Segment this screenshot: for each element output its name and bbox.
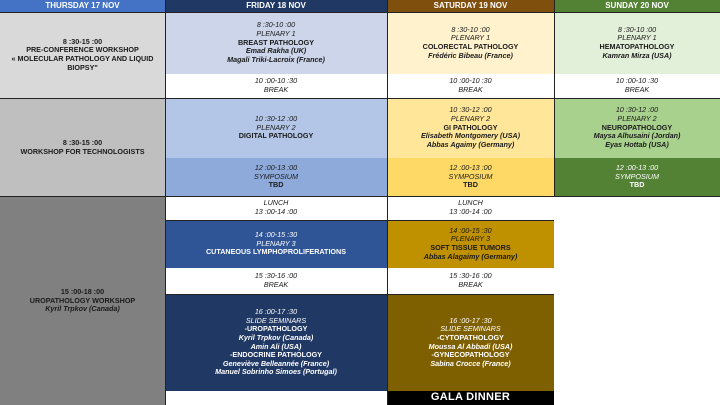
session-time: 8 :30-10 :00 [256,20,296,30]
session-label: BREAK [624,85,650,94]
session-title: GI PATHOLOGY [443,122,498,132]
session-label: PLENARY 3 [450,234,491,244]
session-title: HEMATOPATHOLOGY [599,42,675,51]
session-time: 8 :30-15 :00 [62,137,103,147]
session-title: NEUROPATHOLOGY [601,122,673,132]
friday-slide-seminars [165,294,387,391]
saturday-lunch [387,196,554,220]
session-label: BREAK [458,280,483,289]
session-label: PLENARY 1 [256,29,296,39]
session-title: -ENDOCRINE PATHOLOGY [230,350,322,360]
header-thursday: THURSDAY 17 NOV [0,0,165,12]
session-title: PRE-CONFERENCE WORKSHOP [26,45,139,55]
session-title: UROPATHOLOGY WORKSHOP [29,295,136,305]
session-title: CUTANEOUS LYMPHOPROLIFERATIONS [205,247,347,257]
session-speaker: Kyril Trpkov (Canada) [45,304,120,314]
session-speaker: Amin Ali (USA) [250,341,302,351]
session-label: BREAK [458,85,483,94]
friday-plenary-1 [165,12,387,74]
sunday-plenary-1 [554,12,720,74]
session-title: TBD [268,180,284,190]
session-label: PLENARY 2 [256,122,296,132]
sunday-plenary-2 [554,98,720,158]
session-title: -UROPATHOLOGY [244,324,308,334]
session-label: SLIDE SEMINARS [245,315,307,325]
friday-symposium [165,158,387,196]
session-label: LUNCH [458,198,483,208]
session-speaker: Kyril Trpkov (Canada) [238,332,314,342]
session-time: 10 :30-12 :00 [254,114,298,124]
saturday-symposium [387,158,554,196]
saturday-break-1 [387,74,554,98]
thursday-preconference-workshop [0,12,165,98]
session-label: SYMPOSIUM [615,171,659,181]
thursday-technologists-workshop [0,98,165,197]
saturday-gala-dinner: GALA DINNER [387,391,554,405]
session-label: SYMPOSIUM [448,171,493,181]
session-time: 13 :00-14 :00 [449,207,492,216]
session-time: 13 :00-14 :00 [254,207,298,216]
session-time: 10 :00-10 :30 [254,76,298,86]
friday-plenary-3 [165,220,387,268]
session-label: SYMPOSIUM [254,171,298,181]
header-friday: FRIDAY 18 NOV [165,0,387,12]
session-title: SOFT TISSUE TUMORS [430,243,511,252]
session-label: PLENARY 1 [450,33,491,43]
thursday-uropathology-workshop [0,197,165,405]
session-title: -CYTOPATHOLOGY [437,332,504,342]
header-sunday: SUNDAY 20 NOV [554,0,720,12]
session-label: LUNCH [263,198,289,208]
grid-line [0,12,720,13]
session-speaker: Eyas Hottab (USA) [605,139,669,149]
session-title-line2: « MOLECULAR PATHOLOGY AND LIQUID [11,54,154,63]
session-time: 10 :30-12 :00 [615,105,659,115]
session-title: COLORECTAL PATHOLOGY [422,42,519,51]
saturday-slide-seminars [387,294,554,391]
session-label: PLENARY 1 [617,33,657,43]
session-time: 8 :30-15 :00 [62,36,103,46]
session-speaker: Maysa Alhusaini (Jordan) [593,131,681,141]
session-label: SLIDE SEMINARS [440,324,501,334]
sunday-symposium [554,158,720,196]
session-time: 12 :00-13 :00 [615,163,659,173]
header-saturday: SATURDAY 19 NOV [387,0,554,12]
grid-line [0,196,720,197]
session-speaker: Manuel Sobrinho Simoes (Portugal) [215,367,337,377]
session-time: 8 :30-10 :00 [617,24,657,34]
grid-line [165,220,554,221]
session-speaker: Elisabeth Montgomery (USA) [420,131,521,141]
sunday-break-1 [554,74,720,98]
session-speaker: Moussa Al Abbadi (USA) [428,341,513,351]
session-time: 10 :30-12 :00 [449,105,492,115]
session-time: 12 :00-13 :00 [254,163,298,173]
session-time: 10 :00-10 :30 [449,76,492,86]
session-time: 16 :00-17 :30 [449,315,492,325]
grid-line [387,0,388,405]
saturday-break-2 [387,268,554,294]
session-time: 16 :00-17 :30 [254,306,298,316]
session-title: WORKSHOP FOR TECHNOLOGISTS [20,146,145,156]
session-speaker: Geneviève Belleannée (France) [222,358,330,368]
session-time: 15 :30-16 :00 [449,271,492,281]
friday-break-1 [165,74,387,98]
session-label: PLENARY 2 [617,114,657,124]
session-title: BREAST PATHOLOGY [237,37,314,47]
session-speaker: Abbas Agaimy (Germany) [426,139,515,149]
session-title: -GYNECOPATHOLOGY [431,350,510,360]
grid-line [165,0,166,405]
session-time: 15 :00-18 :00 [60,287,105,297]
session-speaker: Magali Triki-Lacroix (France) [227,54,325,64]
session-title: TBD [629,180,645,190]
session-time: 15 :30-16 :00 [254,271,298,281]
session-time: 12 :00-13 :00 [449,163,492,173]
session-speaker: Kamran Mirza (USA) [602,50,672,60]
friday-plenary-2 [165,98,387,158]
friday-break-2 [165,268,387,294]
session-title: DIGITAL PATHOLOGY [238,131,314,141]
session-title: TBD [463,180,478,190]
saturday-plenary-3 [387,220,554,268]
session-label: PLENARY 2 [450,114,491,124]
grid-line [165,294,554,295]
session-time: 10 :00-10 :30 [615,76,659,86]
saturday-plenary-1 [387,12,554,74]
session-speaker: Emad Rakha (UK) [245,46,307,56]
session-label: PLENARY 3 [256,238,296,248]
session-title-line3: BIOPSY" [67,62,98,72]
grid-line [0,98,720,99]
session-time: 14 :00-15 :30 [254,230,298,240]
session-speaker: Sabina Crocce (France) [430,358,511,368]
friday-lunch [165,196,387,220]
session-speaker: Abbas Alagaimy (Germany) [423,251,518,261]
session-speaker: Frédéric Bibeau (France) [428,50,513,60]
saturday-plenary-2 [387,98,554,158]
session-label: BREAK [263,85,289,94]
session-label: BREAK [263,280,289,289]
session-time: 8 :30-10 :00 [451,24,490,34]
session-time: 14 :00-15 :30 [449,225,492,235]
